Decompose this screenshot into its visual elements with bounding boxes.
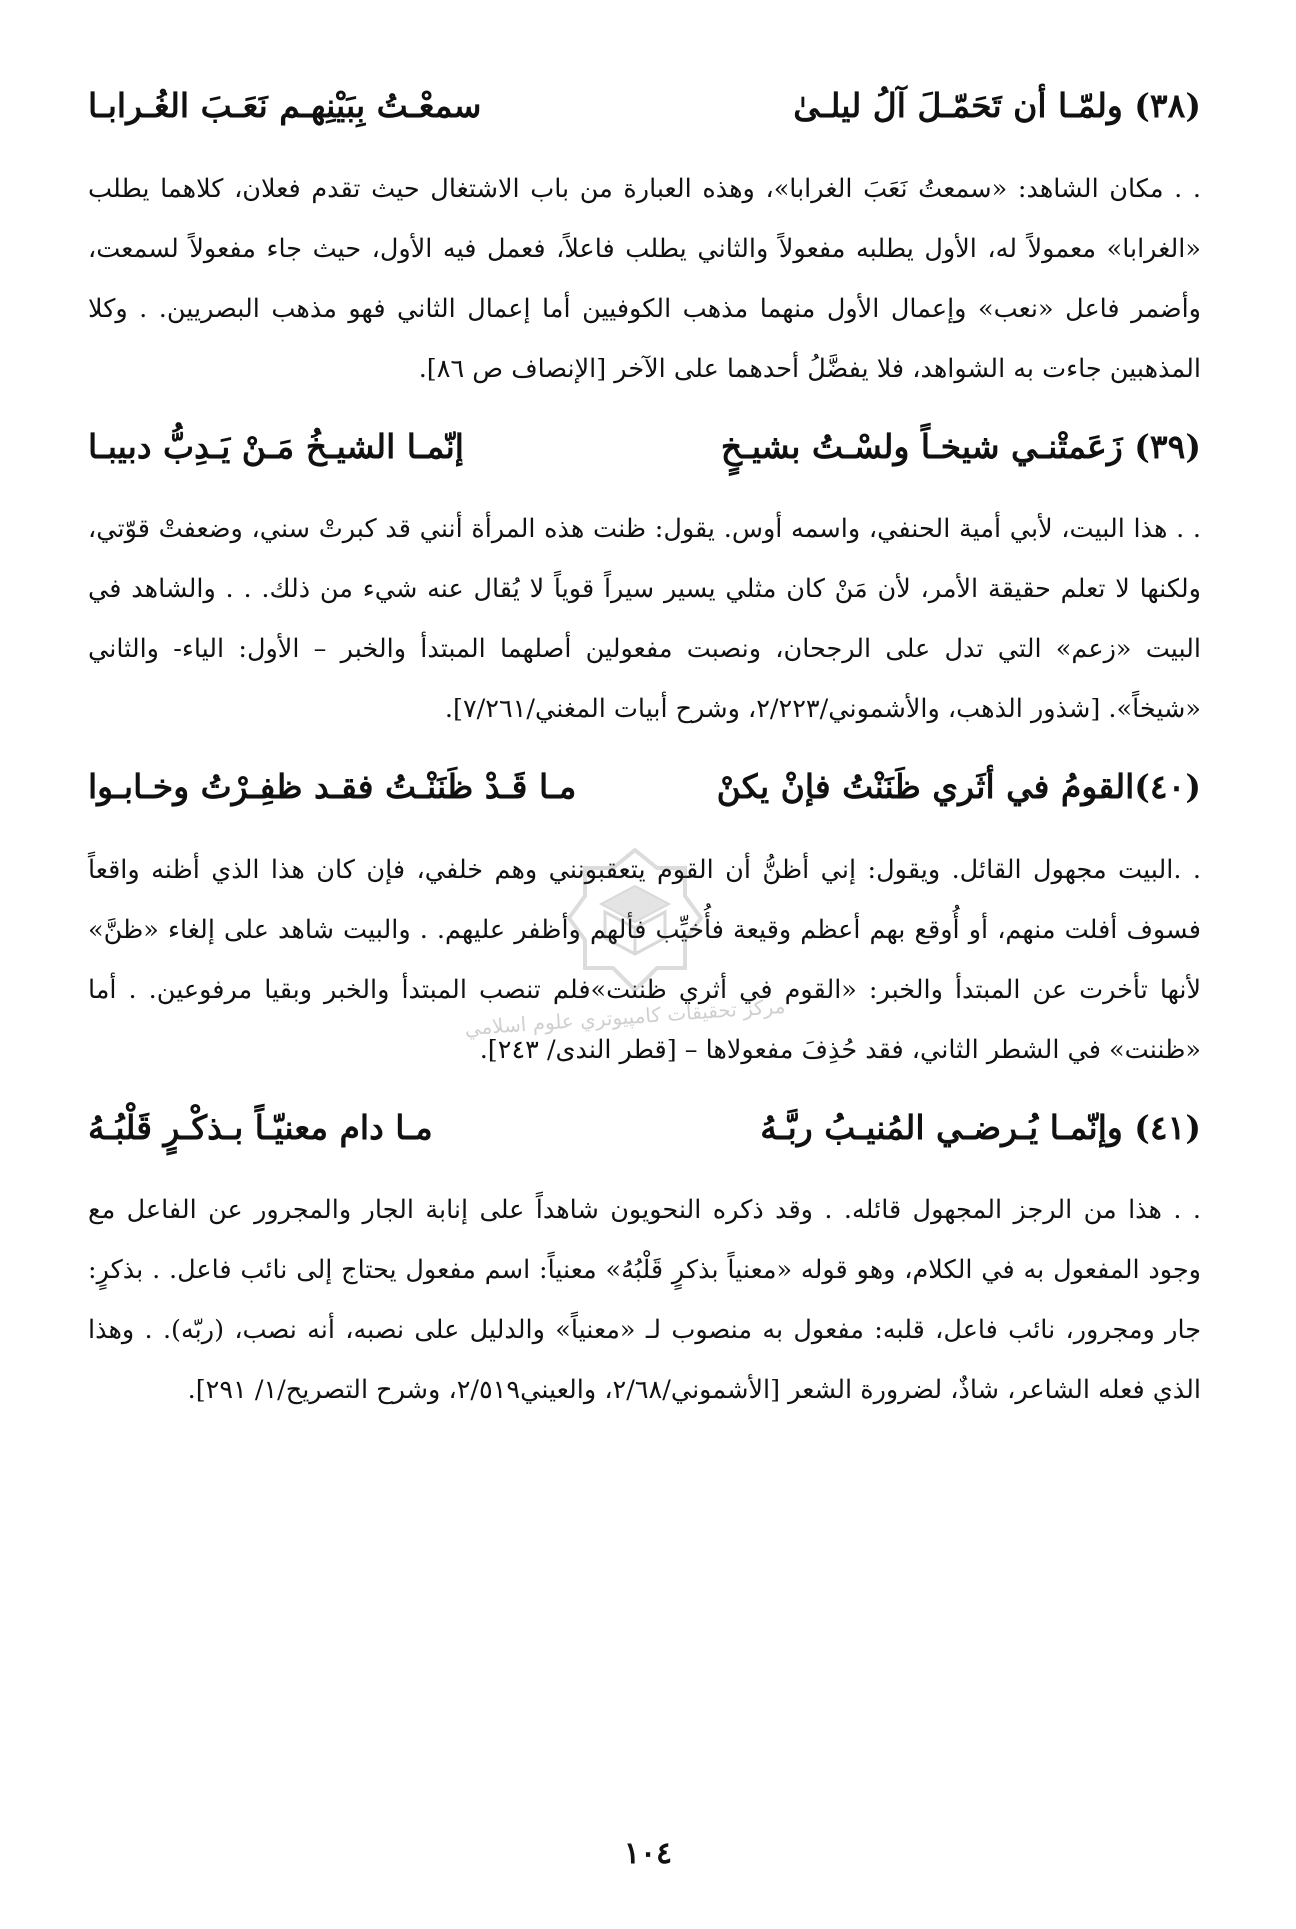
entry-38 [88, 84, 1201, 399]
verse-first-hemistich: (٣٩) زَعَمتْنـي شيخـاً ولسْـتُ بشيـخٍ [720, 426, 1201, 466]
verse-38 [88, 84, 1201, 129]
verse-second-hemistich: سمعْـتُ بِبَيْنِهـم نَعَـبَ الغُـرابـا [88, 86, 482, 125]
entry-41 [88, 1106, 1201, 1421]
commentary-paragraph: . . هذا البيت، لأبي أمية الحنفي، واسمه أوس. يقول: ظنت هذه المرأة أنني قد كبرتْ سني، وضعفتْ قوّتي، ولكنها لا تعلم حقيقة الأمر، لأن مَنْ كان مثلي يسير سيراً قوياً لا يُقال عنه شيء من ذلك. . . والشاهد في البيت «زعم» التي تدل على الرجحان، ونصبت مفعولين أصلهما المبتدأ والخبر – الأول: الياء- والثاني «شيخاً». [شذور الذهب، والأشموني/٢/٢٢٣، وشرح أبيات المغني/٧/٢٦١]. [88, 514, 1201, 725]
verse-first-hemistich: (٤١) وإنّمـا يُـرضـي المُنيـبُ ربَّـهُ [760, 1107, 1201, 1147]
verse-39 [88, 425, 1201, 470]
verse-second-hemistich: إنّمـا الشيـخُ مَـنْ يَـدِبُّ دبيبـا [88, 426, 464, 466]
commentary-paragraph: . . هذا من الرجز المجهول قائله. . وقد ذكره النحويون شاهداً على إنابة الجار والمجرور عن الفاعل مع وجود المفعول به في الكلام، وهو قوله «معنياً بذكرٍ قَلْبُهُ» معنياً: اسم مفعول يحتاج إلى نائب فاعل. . بذكرٍ: جار ومجرور، نائب فاعل، قلبه: مفعول به منصوب لـ «معنياً» والدليل على نصبه، أنه نصب، (ربّه). . وهذا الذي فعله الشاعر، شاذٌ، لضرورة الشعر [الأشموني/٢/٦٨، والعيني٢/٥١٩، وشرح التصريح/١/ ٢٩١]. [88, 1195, 1201, 1406]
verse-first-hemistich: (٣٨) ولمّـا أن تَحَمّـلَ آلُ ليلـىٰ [793, 86, 1201, 125]
entry-39 [88, 425, 1201, 740]
verse-second-hemistich: مـا دام معنيّـاً بـذكْـرٍ قَلْبُـهُ [88, 1107, 433, 1147]
verse-41 [88, 1106, 1201, 1151]
verse-first-hemistich: (٤٠)القومُ في أثَري ظَنَنْتُ فإنْ يكنْ [716, 767, 1201, 807]
commentary-paragraph: . .البيت مجهول القائل. ويقول: إني أظنُّ أن القوم يتعقبونني وهم خلفي، فإن كان هذا الذي أظنه واقعاً فسوف أفلت منهم، أو أُوقع بهم أعظم وقيعة فأُخيِّب فألهم وأظفر عليهم. . والبيت شاهد على إلغاء «ظنَّ» لأنها تأخرت عن المبتدأ والخبر: «القوم في أثري ظننت»فلم تنصب المبتدأ والخبر وبقيا مرفوعين. . أما «ظننت» في الشطر الثاني، فقد حُذِفَ مفعولاها – [قطر الندى/ ٢٤٣]. [88, 854, 1201, 1065]
book-seal-icon [565, 846, 705, 996]
verse-40 [88, 765, 1201, 810]
page-number: ١٠٤ [623, 1836, 673, 1871]
watermark-text: مركز تحقيقات كامپيوتري علوم اسلامي [463, 993, 787, 1041]
verse-second-hemistich: مـا قَـدْ ظَنَنْـتُ فقـد ظفِـرْتُ وخـابـوا [88, 767, 577, 807]
commentary-paragraph: . . مكان الشاهد: «سمعتُ نَعَبَ الغرابا»، وهذه العبارة من باب الاشتغال حيث تقدم فعلان، كلاهما يطلب «الغرابا» معمولاً له، الأول يطلبه مفعولاً والثاني يطلب فاعلاً، فعمل فيه الأول، حيث جاء مفعولاً لسمعت، وأضمر فاعل «نعب» وإعمال الأول منهما مذهب الكوفيين أما إعمال الثاني فهو مذهب البصريين. . وكلا المذهبين جاءت به الشواهد، فلا يفضَّلُ أحدهما على الآخر [الإنصاف ص ٨٦]. [88, 173, 1201, 384]
